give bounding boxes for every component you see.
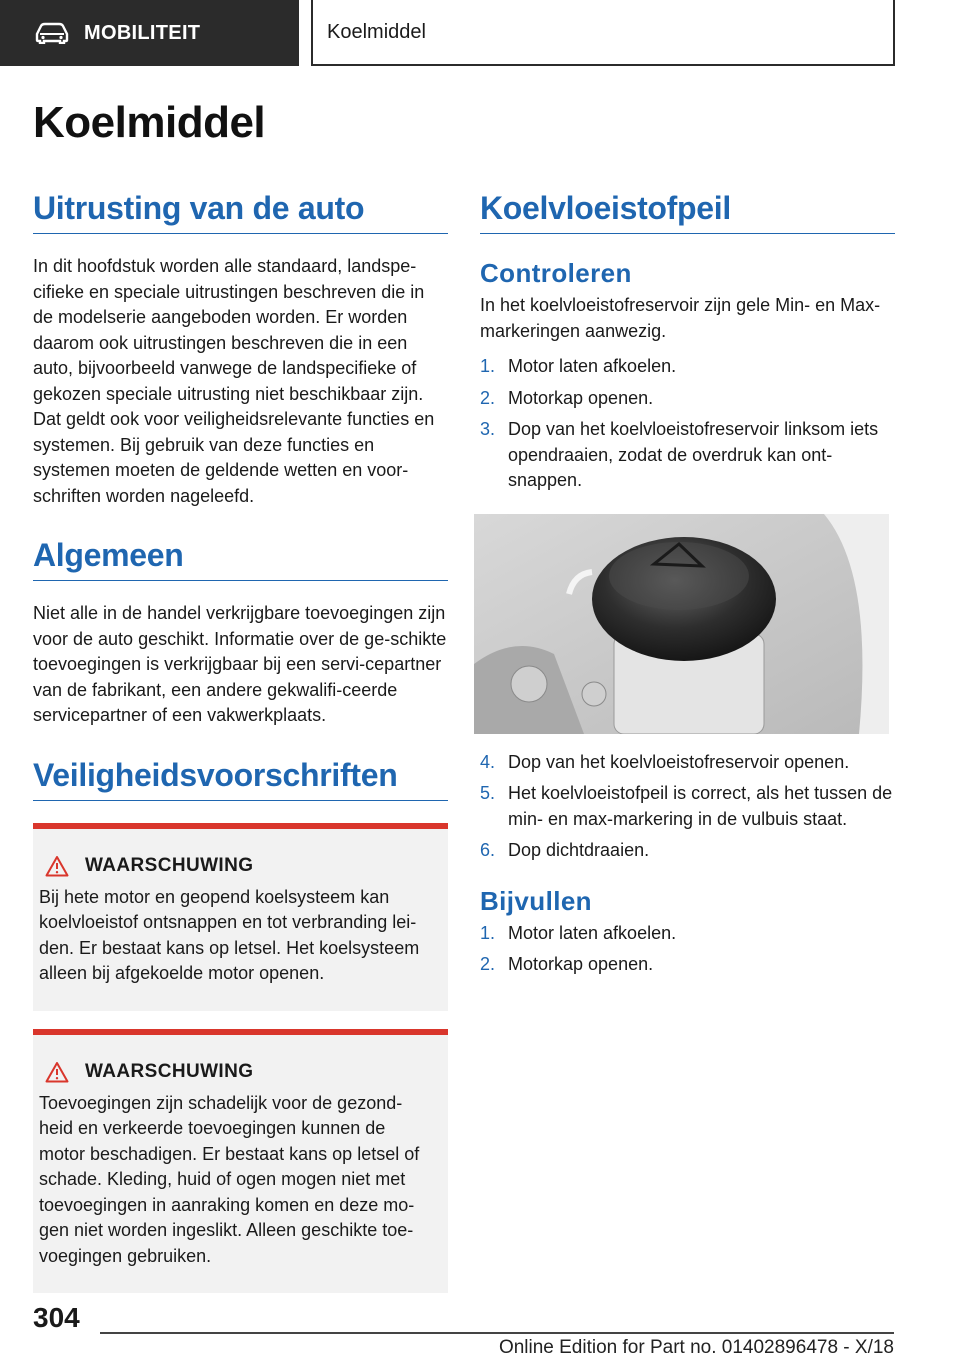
check-intro: In het koelvloeistofreservoir zijn gele Min- en Max-markeringen aanwezig. bbox=[480, 295, 881, 341]
list-item: 2. Motorkap openen. bbox=[480, 954, 654, 974]
car-icon bbox=[34, 22, 70, 44]
list-item: 6. Dop dichtdraaien. bbox=[480, 840, 650, 860]
section-heading-coolant-level: Koelvloeistofpeil bbox=[480, 190, 895, 234]
general-text: Niet alle in de handel verkrijgbare toevoegingen zijn voor de auto geschikt. Informatie over de ge-schikte toevoegingen is verkrijgbaar bij een servi-cepartner van de fabrikant, een andere gekwalifi-ceerde servicepartner of een vakwerkplaats. bbox=[33, 603, 447, 725]
section-heading-general: Algemeen bbox=[33, 537, 448, 581]
steps-list-open bbox=[480, 750, 895, 864]
steps-list-fill bbox=[480, 921, 895, 978]
subheading-check: Controleren bbox=[480, 258, 632, 288]
section-tab-label: MOBILITEIT bbox=[84, 21, 201, 44]
warning-title: WAARSCHUWING bbox=[85, 1060, 254, 1082]
breadcrumb[interactable]: Koelmiddel bbox=[311, 0, 895, 66]
warning-text: Toevoegingen zijn schadelijk voor de gezond-heid en verkeerde toevoegingen kunnen de motor beschadigen. Er bestaat kans op letsel of schade. Kleding, huid of ogen mogen niet met toevoegingen in aanraking komen en deze mo-gen niet worden ingeslikt. Alleen geschikte toe-voegingen gebruiken. bbox=[39, 1092, 420, 1266]
section-tab[interactable] bbox=[0, 0, 299, 66]
section-heading-equipment: Uitrusting van de auto bbox=[33, 190, 448, 234]
footer-edition: Online Edition for Part no. 01402896478 - X/18 bbox=[498, 1337, 894, 1358]
warning-box bbox=[33, 823, 448, 1011]
page-title: Koelmiddel bbox=[33, 98, 266, 147]
list-item: 1. Motor laten afkoelen. bbox=[480, 922, 677, 943]
left-column bbox=[33, 190, 448, 1293]
coolant-cap-photo bbox=[474, 514, 889, 734]
warning-triangle-icon bbox=[45, 1061, 69, 1083]
subheading-fill: Bijvullen bbox=[480, 885, 592, 916]
equipment-text: In dit hoofdstuk worden alle standaard, landspe-cifieke en speciale uitrustingen beschreven die in de modelserie aangeboden worden. Er worden daarom ook uitrustingen beschreven die in een auto, bijvoorbeeld vanwege de landspecifieke of gekozen speciale uitrusting niet beschikbaar zijn. Dat geldt ook voor veiligheidsrelevante functies en systemen. Bij gebruik van deze functies en systemen moeten de geldende wetten en voor-schriften worden nageleefd. bbox=[33, 256, 435, 506]
warning-title: WAARSCHUWING bbox=[85, 854, 254, 876]
list-item: 1. Motor laten afkoelen. bbox=[480, 356, 677, 376]
page-number: 304 bbox=[33, 1302, 80, 1333]
footer-divider bbox=[100, 1332, 894, 1334]
section-heading-safety: Veiligheidsvoorschriften bbox=[33, 757, 448, 801]
right-column bbox=[480, 190, 895, 984]
steps-list-check bbox=[480, 354, 895, 494]
list-item: 5. Het koelvloeistofpeil is correct, als het tussen de min- en max-markering in de vulbuis staat. bbox=[480, 783, 893, 829]
warning-text: Bij hete motor en geopend koelsysteem kan koelvloeistof ontsnappen en tot verbranding lei-den. Er bestaat kans op letsel. Het koelsysteem alleen bij afgekoelde motor openen. bbox=[39, 886, 420, 983]
warning-triangle-icon bbox=[45, 855, 69, 877]
list-item: 3. Dop van het koelvloeistofreservoir linksom iets opendraaien, zodat de overdruk kan ont-snappen. bbox=[480, 419, 879, 490]
warning-box bbox=[33, 1029, 448, 1294]
list-item: 2. Motorkap openen. bbox=[480, 387, 654, 408]
list-item: 4. Dop van het koelvloeistofreservoir openen. bbox=[480, 751, 850, 772]
